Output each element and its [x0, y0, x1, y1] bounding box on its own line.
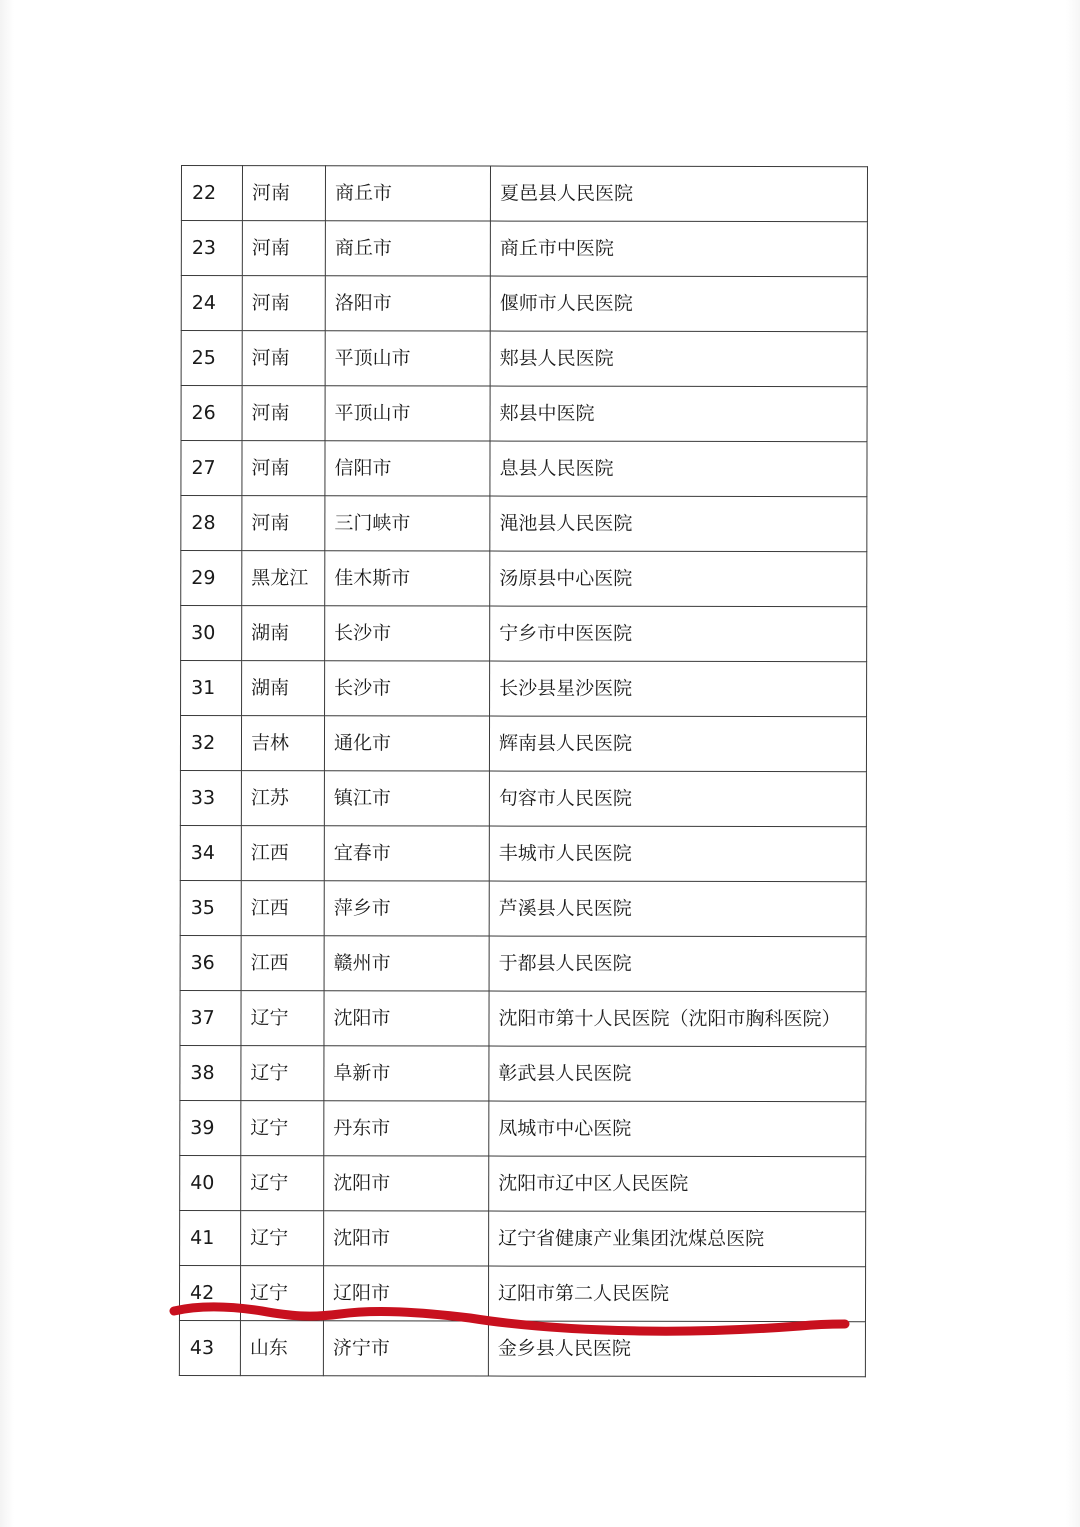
city-cell: 沈阳市	[324, 1156, 489, 1211]
table-row	[180, 990, 866, 1046]
province-cell: 辽宁	[241, 1046, 324, 1101]
province-cell: 河南	[242, 166, 325, 221]
city-cell: 洛阳市	[325, 276, 490, 331]
hospital-name-cell: 句容市人民医院	[489, 771, 866, 827]
city-cell: 宜春市	[324, 826, 489, 881]
row-number-cell: 38	[180, 1045, 241, 1100]
row-number-cell: 31	[181, 661, 242, 716]
hospital-name-cell: 渑池县人民医院	[490, 496, 867, 552]
row-number-cell: 36	[180, 935, 241, 990]
row-number-cell: 30	[181, 606, 242, 661]
hospital-name-cell: 金乡县人民医院	[488, 1321, 865, 1377]
hospital-name-cell: 凤城市中心医院	[489, 1101, 866, 1157]
hospital-name-cell: 沈阳市第十人民医院（沈阳市胸科医院）	[489, 991, 866, 1047]
hospital-name-cell: 沈阳市辽中区人民医院	[489, 1156, 866, 1212]
row-number-cell: 24	[181, 276, 242, 331]
row-number-cell: 29	[181, 551, 242, 606]
province-cell: 吉林	[241, 716, 324, 771]
city-cell: 丹东市	[324, 1101, 489, 1156]
table-row	[181, 606, 867, 662]
row-number-cell: 39	[180, 1100, 241, 1155]
province-cell: 江西	[241, 881, 324, 936]
table-body	[179, 166, 867, 1377]
row-number-cell: 33	[180, 770, 241, 825]
hospital-name-cell: 长沙县星沙医院	[490, 661, 867, 717]
province-cell: 江西	[241, 826, 324, 881]
city-cell: 沈阳市	[324, 991, 489, 1046]
hospital-name-cell: 辽阳市第二人民医院	[488, 1266, 865, 1322]
row-number-cell: 23	[181, 221, 242, 276]
hospital-name-cell: 于都县人民医院	[489, 936, 866, 992]
province-cell: 黑龙江	[242, 551, 325, 606]
table-row	[181, 221, 867, 277]
city-cell: 阜新市	[324, 1046, 489, 1101]
province-cell: 湖南	[242, 661, 325, 716]
row-number-cell: 28	[181, 496, 242, 551]
province-cell: 河南	[242, 276, 325, 331]
city-cell: 沈阳市	[324, 1211, 489, 1266]
hospital-name-cell: 郏县中医院	[490, 386, 867, 442]
hospital-name-cell: 郏县人民医院	[490, 331, 867, 387]
city-cell: 萍乡市	[324, 881, 489, 936]
province-cell: 河南	[242, 386, 325, 441]
hospital-name-cell: 商丘市中医院	[490, 221, 867, 277]
city-cell: 通化市	[324, 716, 489, 771]
hospital-name-cell: 丰城市人民医院	[489, 826, 866, 882]
province-cell: 辽宁	[241, 991, 324, 1046]
row-number-cell: 34	[180, 825, 241, 880]
city-cell: 长沙市	[325, 661, 490, 716]
row-number-cell: 40	[180, 1155, 241, 1210]
table-row	[179, 1320, 865, 1376]
province-cell: 河南	[242, 331, 325, 386]
row-number-cell: 35	[180, 880, 241, 935]
city-cell: 长沙市	[325, 606, 490, 661]
table-row	[179, 1265, 865, 1321]
row-number-cell: 32	[180, 716, 241, 771]
province-cell: 辽宁	[240, 1266, 323, 1321]
table-row	[180, 1045, 866, 1101]
table-row	[181, 386, 867, 442]
row-number-cell: 37	[180, 990, 241, 1045]
city-cell: 镇江市	[324, 771, 489, 826]
province-cell: 辽宁	[241, 1101, 324, 1156]
hospital-name-cell: 汤原县中心医院	[490, 551, 867, 607]
hospital-name-cell: 彰武县人民医院	[489, 1046, 866, 1102]
row-number-cell: 25	[181, 331, 242, 386]
city-cell: 济宁市	[323, 1321, 488, 1376]
province-cell: 湖南	[242, 606, 325, 661]
table-row	[180, 825, 866, 881]
hospital-name-cell: 偃师市人民医院	[490, 276, 867, 332]
row-number-cell: 43	[179, 1320, 240, 1375]
row-number-cell: 27	[181, 441, 242, 496]
city-cell: 佳木斯市	[325, 551, 490, 606]
hospital-name-cell: 芦溪县人民医院	[489, 881, 866, 937]
hospital-name-cell: 夏邑县人民医院	[490, 166, 867, 222]
city-cell: 三门峡市	[325, 496, 490, 551]
city-cell: 辽阳市	[323, 1266, 488, 1321]
table-row	[181, 441, 867, 497]
province-cell: 江西	[241, 936, 324, 991]
row-number-cell: 42	[179, 1265, 240, 1320]
hospital-name-cell: 辉南县人民医院	[489, 716, 866, 772]
table-row	[180, 1210, 866, 1266]
row-number-cell: 26	[181, 386, 242, 441]
city-cell: 平顶山市	[325, 331, 490, 386]
province-cell: 山东	[240, 1321, 323, 1376]
table-row	[181, 551, 867, 607]
city-cell: 商丘市	[325, 221, 490, 276]
table-row	[180, 770, 866, 826]
province-cell: 河南	[242, 221, 325, 276]
table-row	[181, 166, 867, 222]
hospital-list-table-wrapper	[179, 165, 867, 1377]
hospital-list-table	[179, 165, 868, 1377]
table-row	[180, 1155, 866, 1211]
province-cell: 辽宁	[241, 1156, 324, 1211]
province-cell: 江苏	[241, 771, 324, 826]
hospital-name-cell: 宁乡市中医医院	[490, 606, 867, 662]
hospital-name-cell: 辽宁省健康产业集团沈煤总医院	[489, 1211, 866, 1267]
province-cell: 河南	[242, 496, 325, 551]
table-row	[181, 331, 867, 387]
table-row	[180, 935, 866, 991]
table-row	[180, 1100, 866, 1156]
city-cell: 商丘市	[325, 166, 490, 221]
province-cell: 辽宁	[241, 1211, 324, 1266]
city-cell: 赣州市	[324, 936, 489, 991]
row-number-cell: 22	[181, 166, 242, 221]
table-row	[181, 276, 867, 332]
table-row	[181, 496, 867, 552]
row-number-cell: 41	[180, 1210, 241, 1265]
city-cell: 信阳市	[325, 441, 490, 496]
table-row	[180, 716, 866, 772]
city-cell: 平顶山市	[325, 386, 490, 441]
table-row	[180, 880, 866, 936]
province-cell: 河南	[242, 441, 325, 496]
hospital-name-cell: 息县人民医院	[490, 441, 867, 497]
table-row	[181, 661, 867, 717]
